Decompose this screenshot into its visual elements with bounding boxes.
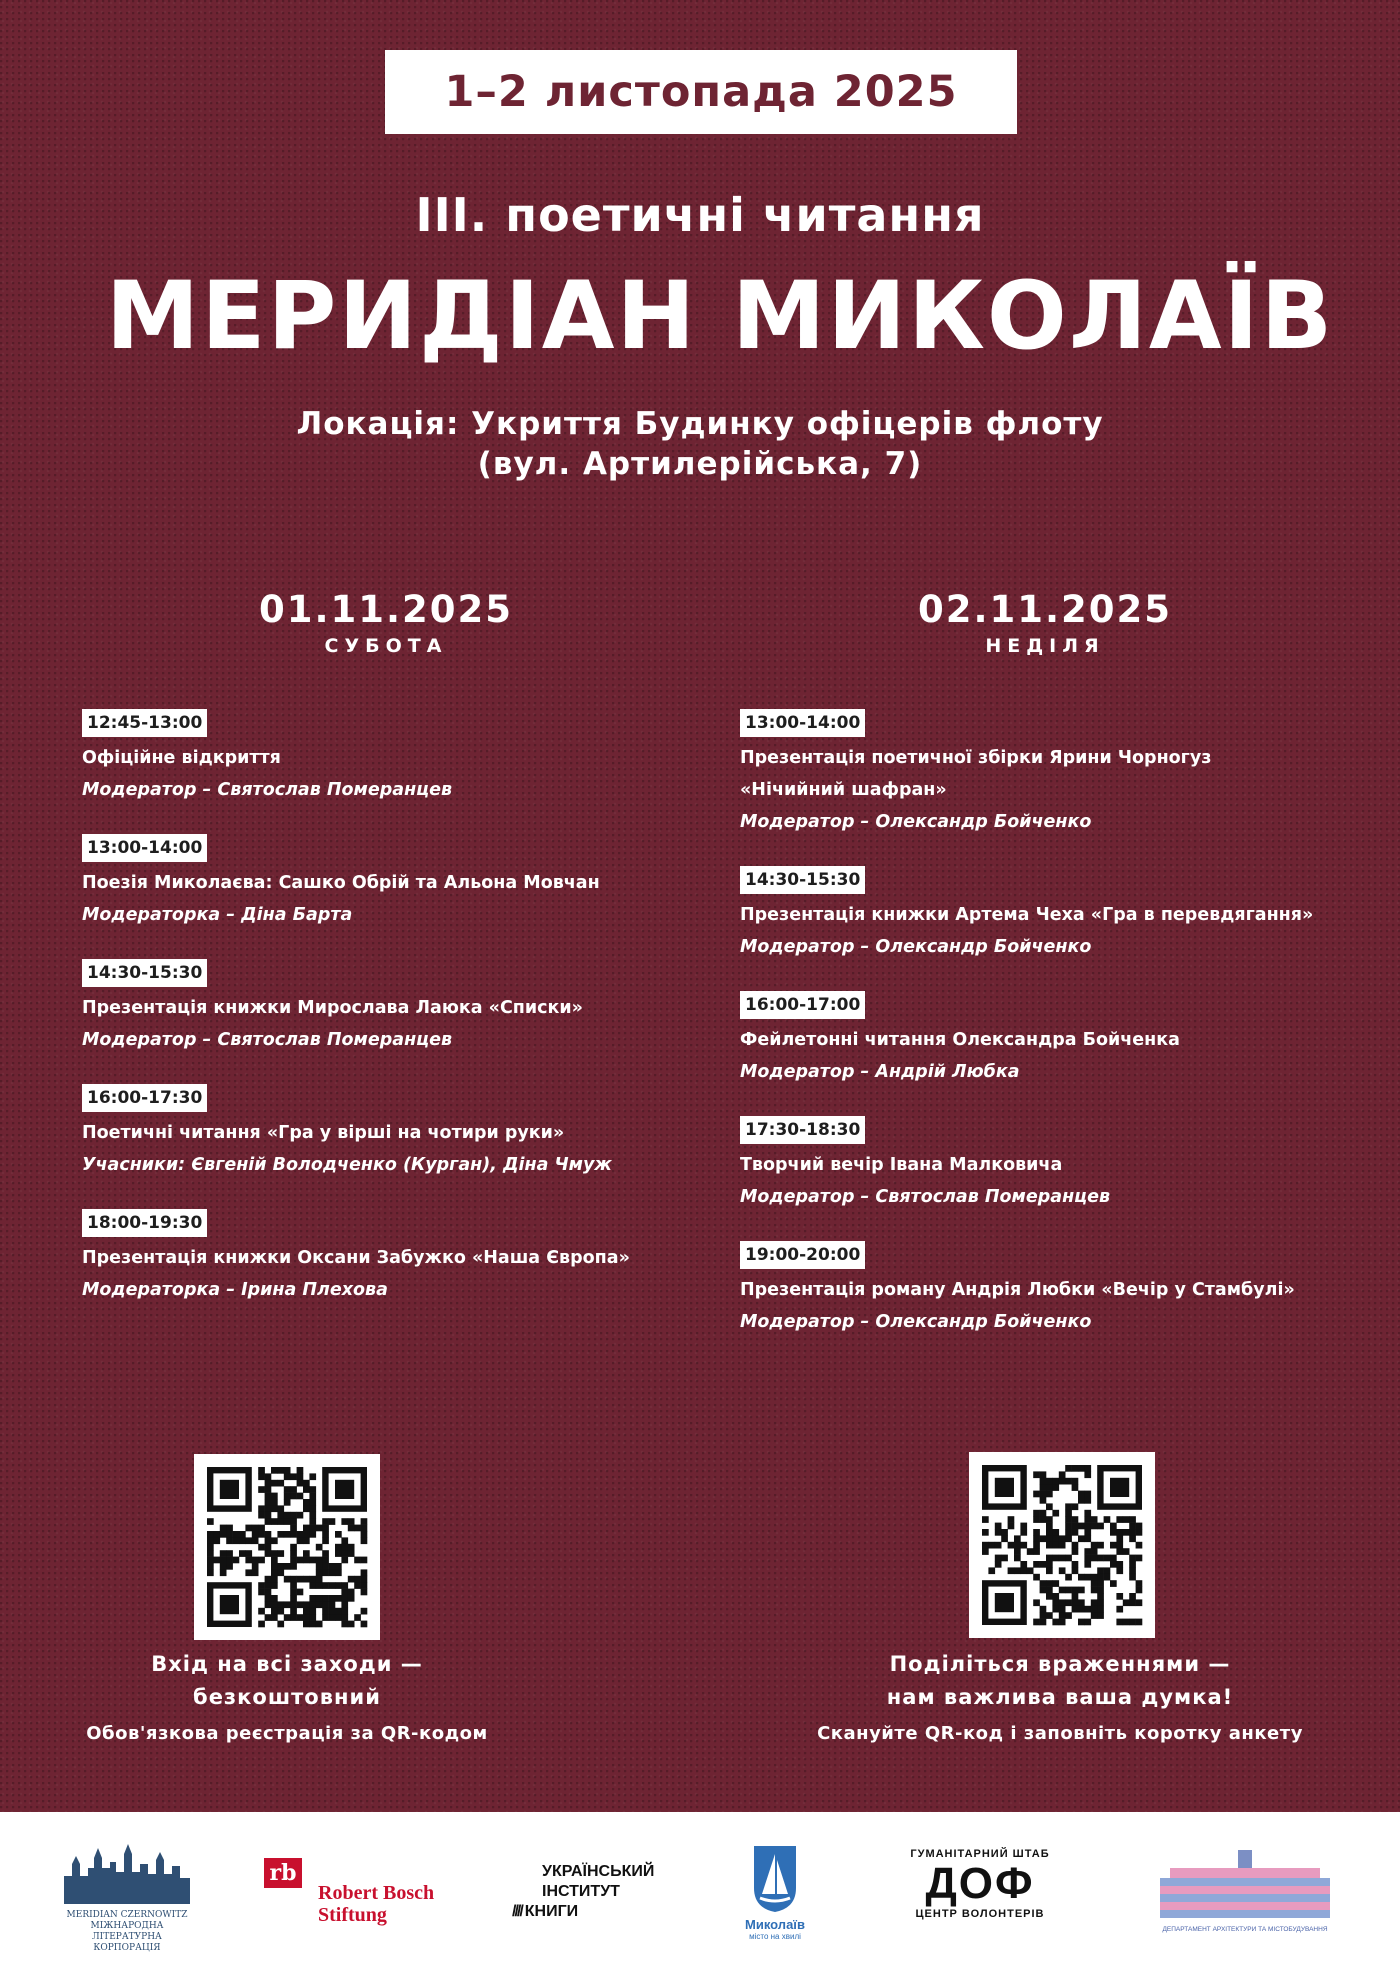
feedback-qr-code[interactable] (969, 1452, 1155, 1638)
schedule-event (740, 1241, 1313, 1338)
event-name: Офіційне відкриття (82, 748, 281, 768)
event-name: Поезія Миколаєва: Сашко Обрій та Альона Мовчан (82, 873, 600, 893)
dof-volunteer-center-logo (910, 1848, 1050, 1948)
event-time: 18:00-19:30 (82, 1209, 207, 1237)
event-name: Поетичні читання «Гра у вірші на чотири руки» (82, 1123, 565, 1143)
meridian-sub-2: КОРПОРАЦІЯ (93, 1943, 161, 1953)
dof-mark: ДОФ (925, 1859, 1035, 1908)
mykolaiv-tagline: місто на хвилі (749, 1932, 801, 1941)
qr-left-caption (7, 1648, 567, 1748)
event-name-continued: «Нічийний шафран» (740, 780, 947, 800)
schedule-event (82, 1084, 630, 1181)
ukrainian-book-institute-logo (512, 1862, 672, 1932)
department-caption: ДЕПАРТАМЕНТ АРХІТЕКТУРИ ТА МІСТОБУДУВАННЯ (1162, 1926, 1328, 1933)
location-line-1: Локація: Укриття Будинку офіцерів флоту (296, 406, 1104, 442)
schedule-event (740, 1116, 1313, 1213)
uik-line-1: УКРАЇНСЬКИЙ (542, 1863, 655, 1880)
event-time: 13:00-14:00 (740, 709, 865, 737)
event-moderator: Модератор – Олександр Бойченко (740, 812, 1092, 832)
city-skyline-icon (62, 1842, 192, 1904)
date-banner: 1–2 листопада 2025 (385, 50, 1017, 134)
event-moderator: Модератор – Олександр Бойченко (740, 937, 1092, 957)
event-time: 13:00-14:00 (82, 834, 207, 862)
schedule-event (740, 866, 1313, 963)
qr-code-pattern (969, 1452, 1155, 1638)
event-moderator: Модератор – Святослав Померанцев (82, 1030, 453, 1050)
event-name: Презентація книжки Артема Чеха «Гра в перевдягання» (740, 905, 1314, 925)
schedule-event (740, 991, 1313, 1088)
day-weekday: НЕДІЛЯ (985, 635, 1105, 657)
schedule-day-1 (82, 709, 630, 1334)
architecture-department-logo (1150, 1846, 1340, 1946)
event-time: 14:30-15:30 (740, 866, 865, 894)
event-name: Фейлетонні читання Олександра Бойченка (740, 1030, 1180, 1050)
meridian-czernowitz-logo (62, 1842, 192, 1952)
dof-bottom-text: ЦЕНТР ВОЛОНТЕРІВ (915, 1908, 1045, 1920)
book-stripes-icon: //// (512, 1903, 522, 1920)
event-time: 16:00-17:00 (740, 991, 865, 1019)
robert-bosch-stiftung-logo (262, 1854, 462, 1944)
bosch-stiftung: Stiftung (318, 1904, 387, 1926)
event-moderator: Модераторка – Ірина Плехова (82, 1280, 388, 1300)
day-weekday: СУБОТА (324, 635, 448, 657)
event-name: Презентація роману Андрія Любки «Вечір у Стамбулі» (740, 1280, 1295, 1300)
schedule-day-2 (740, 709, 1313, 1366)
event-name: Презентація поетичної збірки Ярини Чорногуз (740, 748, 1212, 768)
meridian-name: MERIDIAN CZERNOWITZ (66, 1910, 188, 1920)
mykolaiv-name: Миколаїв (745, 1917, 805, 1932)
event-moderator: Модератор – Святослав Померанцев (740, 1187, 1111, 1207)
event-subtitle: ІІІ. поетичні читання (415, 188, 985, 242)
event-time: 19:00-20:00 (740, 1241, 865, 1269)
event-time: 16:00-17:30 (82, 1084, 207, 1112)
registration-note: Обов'язкова реєстрація за QR-кодом (86, 1723, 488, 1744)
dof-top-text: ГУМАНІТАРНИЙ ШТАБ (910, 1848, 1050, 1860)
registration-qr-code[interactable] (194, 1454, 380, 1640)
location-line-2: (вул. Артилерійська, 7) (477, 446, 923, 482)
event-name: Презентація книжки Оксани Забужко «Наша Європа» (82, 1248, 630, 1268)
bosch-name: Robert Bosch (318, 1882, 435, 1904)
day-header-1 (176, 588, 596, 657)
event-title: МЕРИДІАН МИКОЛАЇВ (105, 262, 1335, 371)
day-header-2 (835, 588, 1255, 657)
free-entry-line-2: безкоштовний (193, 1685, 381, 1709)
bosch-mark: rb (264, 1858, 302, 1888)
uik-line-3: КНИГИ (524, 1903, 579, 1920)
schedule-event (82, 1209, 630, 1306)
schedule-event (82, 834, 630, 931)
sailboat-shield-icon (750, 1842, 800, 1914)
event-time: 17:30-18:30 (740, 1116, 865, 1144)
mykolaiv-city-logo (730, 1842, 820, 1957)
event-time: 12:45-13:00 (82, 709, 207, 737)
feedback-note: Скануйте QR-код і заповніть коротку анкету (817, 1723, 1303, 1744)
event-name: Творчий вечір Івана Малковича (740, 1155, 1063, 1175)
qr-right-caption (780, 1648, 1340, 1748)
schedule-event (82, 959, 630, 1056)
free-entry-line-1: Вхід на всі заходи — (151, 1652, 423, 1676)
day-date: 02.11.2025 (917, 588, 1173, 631)
feedback-line-2: нам важлива ваша думка! (886, 1685, 1234, 1709)
location (0, 404, 1400, 484)
event-time: 14:30-15:30 (82, 959, 207, 987)
uik-line-2: ІНСТИТУТ (542, 1883, 620, 1900)
qr-code-pattern (194, 1454, 380, 1640)
event-moderator: Модератор – Андрій Любка (740, 1062, 1020, 1082)
schedule-event (82, 709, 630, 806)
partners-footer (0, 1812, 1400, 1972)
feedback-line-1: Поділіться враженнями — (889, 1652, 1231, 1676)
event-moderator: Модератор – Святослав Померанцев (82, 780, 453, 800)
day-date: 01.11.2025 (258, 588, 514, 631)
building-facade-icon (1150, 1846, 1340, 1922)
meridian-sub-1: МІЖНАРОДНА ЛІТЕРАТУРНА (90, 1921, 164, 1942)
event-participants: Учасники: Євгеній Володченко (Курган), Діна Чмуж (82, 1155, 612, 1175)
event-name: Презентація книжки Мирослава Лаюка «Списки» (82, 998, 583, 1018)
event-moderator: Модераторка – Діна Барта (82, 905, 353, 925)
event-moderator: Модератор – Олександр Бойченко (740, 1312, 1092, 1332)
schedule-event (740, 709, 1313, 838)
